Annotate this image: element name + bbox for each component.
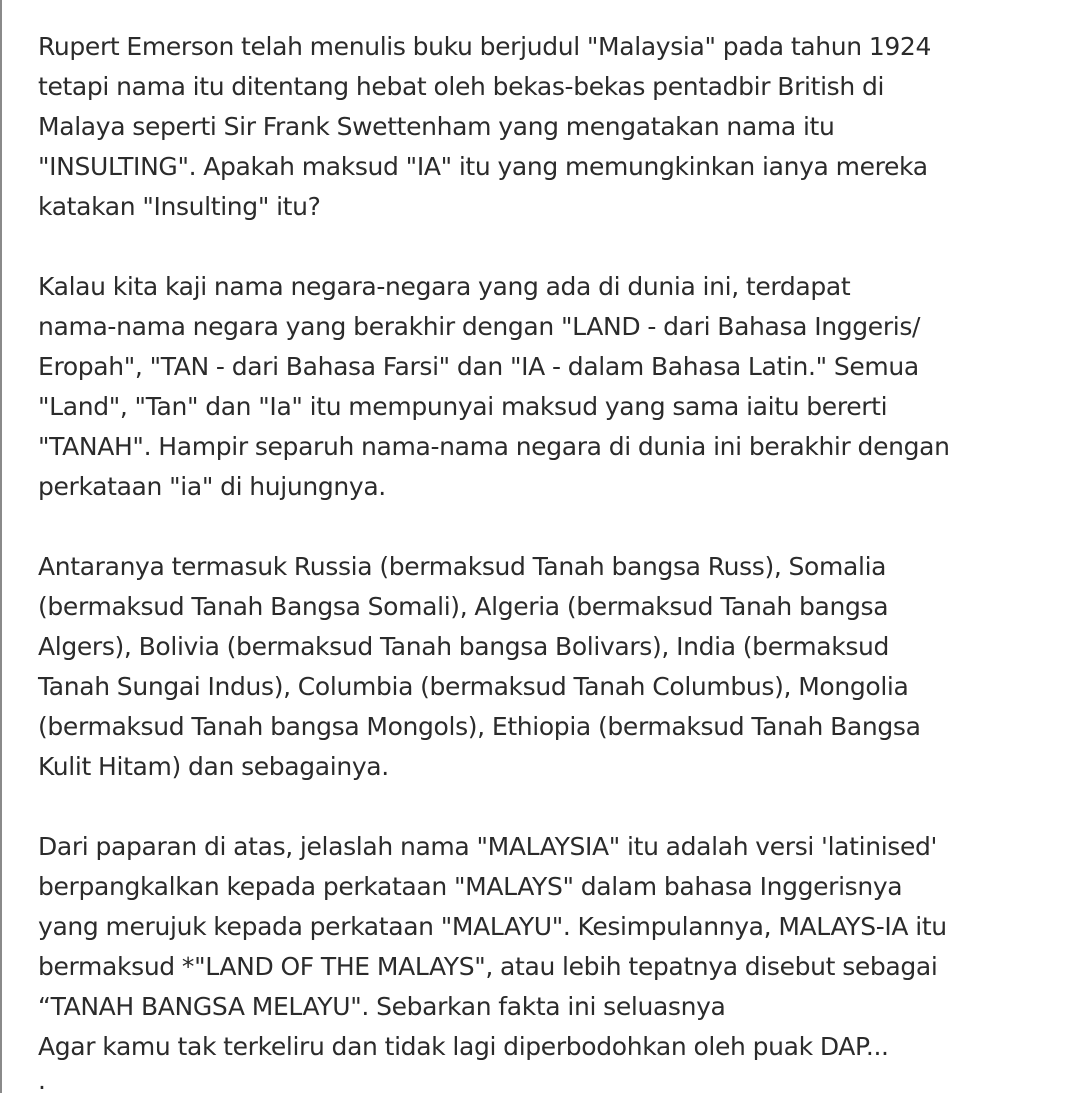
paragraph-country-suffixes: Kalau kita kaji nama negara-negara yang ada di dunia ini, terdapat nama-nama negara yang berakhir dengan "LAND - dari Bahasa Inggeris/ Eropah", "TAN - dari Bahasa Farsi" dan "IA - dalam Bahasa Latin." Semua "Land", "Tan" dan "Ia" itu mempunyai maksud yang sama iaitu bererti "TANAH". Hampir separuh nama-nama negara di dunia ini berakhir dengan perkataan "ia" di hujungnya. [38,272,950,501]
card-left-border [0,0,2,1093]
paragraph-intro: Rupert Emerson telah menulis buku berjudul "Malaysia" pada tahun 1924 tetapi nama itu ditentang hebat oleh bekas-bekas pentadbir British di Malaya seperti Sir Frank Swettenham yang mengatakan nama itu "INSULTING". Apakah maksud "IA" itu yang memungkinkan ianya mereka katakan "Insulting" itu? [38,32,932,221]
paragraph-examples: Antaranya termasuk Russia (bermaksud Tanah bangsa Russ), Somalia (bermaksud Tanah Bangsa Somali), Algeria (bermaksud Tanah bangsa Algers), Bolivia (bermaksud Tanah bangsa Bolivars), India (bermaksud Tanah Sungai Indus), Columbia (bermaksud Tanah Columbus), Mongolia (bermaksud Tanah bangsa Mongols), Ethiopia (bermaksud Tanah Bangsa Kulit Hitam) dan sebagainya. [38,552,921,781]
paragraph-conclusion: Dari paparan di atas, jelaslah nama "MALAYSIA" itu adalah versi 'latinised' berpangkalkan kepada perkataan "MALAYS" dalam bahasa Inggerisnya yang merujuk kepada perkataan "MALAYU". Kesimpulannya, MALAYS-IA itu bermaksud *"LAND OF THE MALAYS", atau lebih tepatnya disebut sebagai “TANAH BANGSA MELAYU". Sebarkan fakta ini seluasnya Agar kamu tak terkeliru dan tidak lagi diperbodohkan oleh puak DAP... [38,832,947,1061]
post-body [38,27,1048,1067]
trailing-dot: . [38,1066,46,1095]
